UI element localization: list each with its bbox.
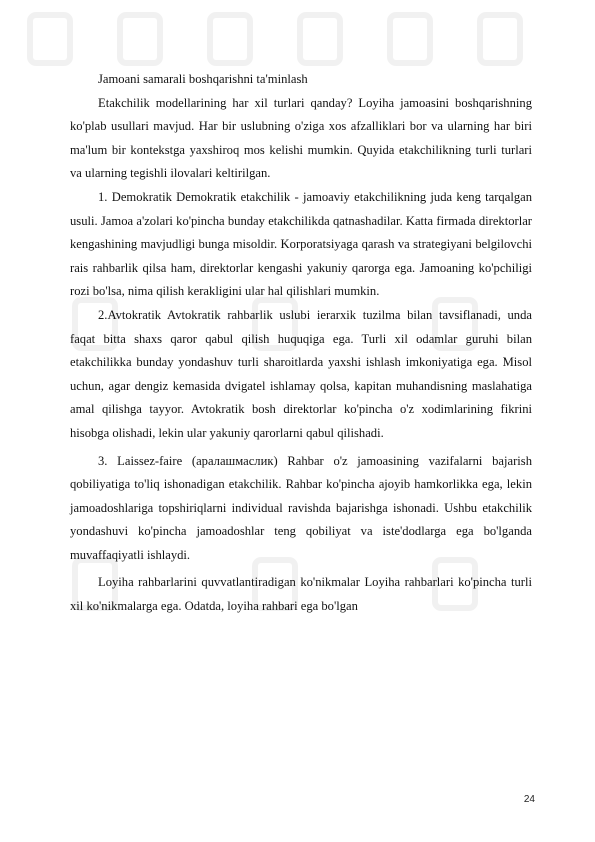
paragraph-laissez-faire: 3. Laissez-faire (аралашмаслик) Rahbar o'z jamoasining vazifalarni bajarish qobiliyatiga to'liq ishonadigan etakchilik. Rahbar ko'pincha ajoyib hamkorlikka ega, lekin jamoadoshlariga topshiriqlarni individual ravishda bajarishga ishonadi. Ushbu etakchilik yondashuvi ko'pincha jamoadoshlar teng qobiliyat va iste'dodlarga ega bo'lganda muvaffaqiyatli ishlaydi. bbox=[70, 453, 532, 562]
document-body bbox=[70, 68, 532, 619]
page-number: 24 bbox=[523, 794, 535, 805]
paragraph-autocratic: 2.Avtokratik Avtokratik rahbarlik uslubi ierarxik tuzilma bilan tavsiflanadi, unda faqat bitta shaxs qaror qabul qilish huquqiga ega. Turli xil odamlar guruhi bilan etakchilikka bunday yondashuv turli sharoitlarda yaxshi ishlash imkoniyatiga ega. Misol uchun, agar dengiz kemasida dvigatel ishlamay qolsa, kapitan muhandisning maslahatiga amal qilishga tayyor. Avtokratik bosh direktorlar ko'pincha o'z xodimlarining fikrini hisobga olishadi, lekin ular yakuniy qarorlarni qabul qilishadi. bbox=[70, 307, 532, 440]
document-title: Jamoani samarali boshqarishni ta'minlash bbox=[98, 72, 308, 86]
paragraph-skills: Loyiha rahbarlarini quvvatlantiradigan ko'nikmalar Loyiha rahbarlari ko'pincha turli xil ko'nikmalarga ega. Odatda, loyiha rahbari ega bo'lgan bbox=[70, 575, 532, 614]
paragraph-intro: Etakchilik modellarining har xil turlari qanday? Loyiha jamoasini boshqarishning ko'plab usullari mavjud. Har bir uslubning o'ziga xos afzalliklari bor va ularning har biri ma'lum bir kontekstga yaxshiroq mos kelishi mumkin. Quyida etakchilikning turli turlari va ularning tegishli ilovalari keltirilgan. bbox=[70, 95, 532, 181]
paragraph-democratic: 1. Demokratik Demokratik etakchilik - jamoaviy etakchilikning juda keng tarqalgan usuli. Jamoa a'zolari ko'pincha bunday etakchilikda qatnashadilar. Katta firmada direktorlar kengashining mavjudligi bunga misoldir. Korporatsiyaga qarash va strategiyani belgilovchi rais rahbarlik qilsa ham, direktorlar kengashi yakuniy qarorga ega. Jamoaning ko'pchiligi rozi bo'lsa, nima qilish kerakligini ular hal qilishlari mumkin. bbox=[70, 189, 532, 299]
